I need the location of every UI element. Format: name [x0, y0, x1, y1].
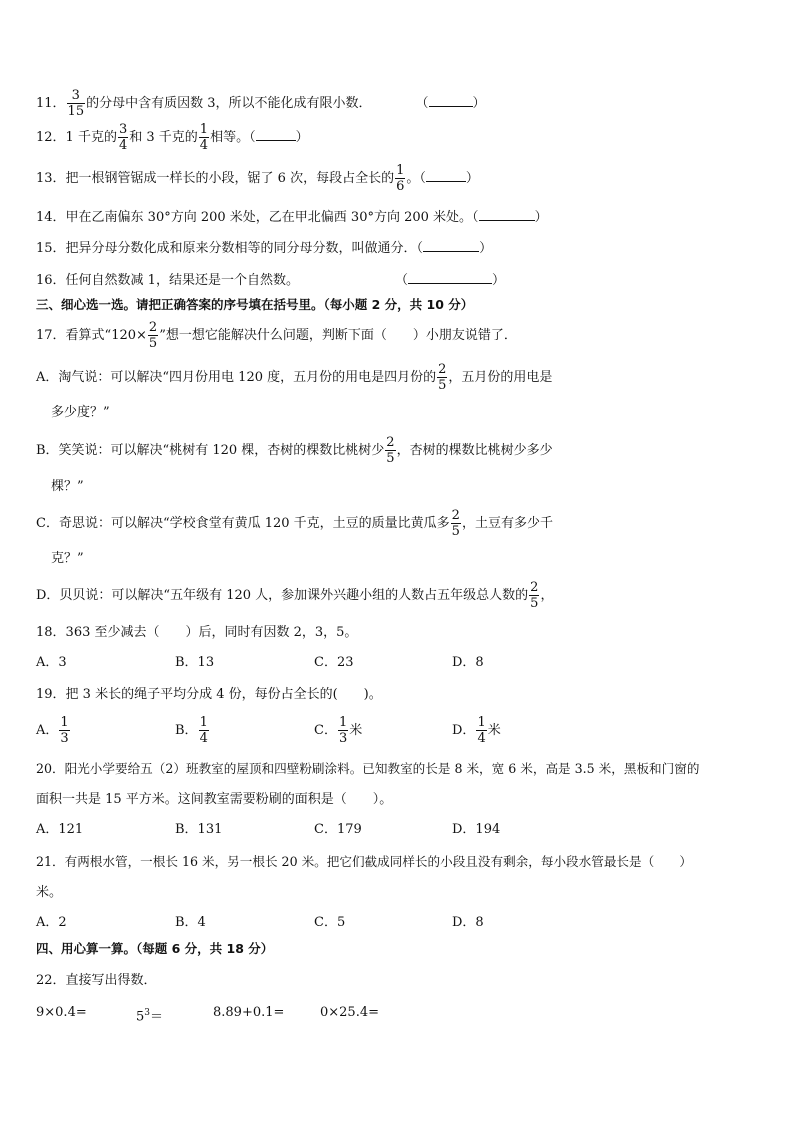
- q19-option-d[interactable]: D． $\frac{1}{4}$ 米: [452, 715, 501, 746]
- q19-option-b[interactable]: B． $\frac{1}{4}$: [175, 715, 208, 746]
- q13-fraction: $\frac{1}{6}$: [396, 163, 405, 194]
- q20-option-c[interactable]: C．179: [314, 822, 362, 837]
- question-12: 12．1 千克的 $\frac{3}{4}$ 和 3 千克的 $\frac{1}{4}$ 相等。（ ）: [36, 122, 309, 153]
- q21-option-d[interactable]: D．8: [452, 915, 484, 930]
- q22-expr-4: 0×25.4=: [320, 1005, 380, 1020]
- q21-option-a[interactable]: A．2: [36, 915, 67, 930]
- q17-fraction: $\frac{2}{5}$: [148, 320, 158, 351]
- q15-answer-blank[interactable]: [423, 239, 479, 252]
- q18-option-b[interactable]: B．13: [175, 655, 215, 670]
- question-17: 17．看算式“120× $\frac{2}{5}$ ”想一想它能解决什么问题，判断下面（ ）小朋友说错了．: [36, 320, 517, 351]
- q20-option-b[interactable]: B．131: [175, 822, 223, 837]
- q17-option-b[interactable]: B．笑笑说：可以解决“桃树有 120 棵，杏树的棵数比桃树少 $\frac{2}{5}$ ，杏树的棵数比桃树少多少: [36, 435, 553, 466]
- section-4-heading: 四、用心算一算。（每题 6 分，共 18 分）: [36, 941, 274, 956]
- section-3-heading: 三、细心选一选。请把正确答案的序号填在括号里。（每小题 2 分，共 10 分）: [36, 297, 474, 312]
- question-20-line-1: 20．阳光小学要给五（2）班教室的屋顶和四壁粉刷涂料。已知教室的长是 8 米，宽 6 米，高是 3.5 米，黑板和门窗的: [36, 761, 700, 776]
- question-15: 15．把异分母分数化成和原来分数相等的同分母分数，叫做通分．（ ）: [36, 241, 493, 256]
- q22-expr-2: $5^3=$: [136, 1008, 164, 1025]
- q14-answer-blank[interactable]: [479, 208, 535, 221]
- q13-answer-blank[interactable]: [426, 169, 466, 182]
- question-18: 18．363 至少减去（ ）后，同时有因数 2，3，5。: [36, 625, 358, 640]
- q17-a-fraction: $\frac{2}{5}$: [438, 362, 447, 393]
- q11-text: 的分母中含有质因数 3，所以不能化成有限小数．: [86, 96, 372, 111]
- question-21-line-2: 米。: [36, 885, 63, 900]
- q17-option-c[interactable]: C．奇思说：可以解决“学校食堂有黄瓜 120 千克，土豆的质量比黄瓜多 $\frac{2}{5}$ ，土豆有多少千: [36, 508, 553, 539]
- q12-answer-blank[interactable]: [256, 128, 296, 141]
- q20-option-d[interactable]: D．194: [452, 822, 501, 837]
- q12-fraction-2: $\frac{1}{4}$: [199, 122, 209, 153]
- q17-option-a[interactable]: A．淘气说：可以解决“四月份用电 120 度，五月份的用电是四月份的 $\frac{2}{5}$ ，五月份的用电是: [36, 362, 553, 393]
- q17-option-a-cont: 多少度？”: [51, 405, 110, 420]
- q17-option-d[interactable]: D．贝贝说：可以解决“五年级有 120 人，参加课外兴趣小组的人数占五年级总人数的 $\frac{2}{5}$ ，: [36, 580, 554, 611]
- question-11: 11． $\frac{3}{15}$ 的分母中含有质因数 3，所以不能化成有限小数． （ ）: [36, 88, 486, 119]
- question-19: 19．把 3 米长的绳子平均分成 4 份，每份占全长的( )。: [36, 687, 382, 702]
- q17-c-fraction: $\frac{2}{5}$: [451, 508, 460, 539]
- q17-option-c-cont: 克？”: [51, 551, 84, 566]
- question-16: 16．任何自然数减 1，结果还是一个自然数。 （ ）: [36, 273, 505, 288]
- q22-expr-1: 9×0.4=: [36, 1005, 87, 1020]
- question-22: 22．直接写出得数．: [36, 973, 157, 988]
- q19-option-a[interactable]: A． $\frac{1}{3}$: [36, 715, 69, 746]
- question-21-line-1: 21．有两根水管，一根长 16 米，另一根长 20 米。把它们截成同样长的小段且没有剩余，每小段水管最长是（ ）: [36, 854, 692, 869]
- question-13: 13．把一根钢管锯成一样长的小段，锯了 6 次，每段占全长的 $\frac{1}{6}$ 。（ ）: [36, 163, 479, 194]
- q17-b-fraction: $\frac{2}{5}$: [386, 435, 395, 466]
- q16-answer-blank[interactable]: [408, 271, 492, 284]
- q22-expr-3: 8.89+0.1=: [213, 1005, 285, 1020]
- q18-option-c[interactable]: C．23: [314, 655, 354, 670]
- q21-option-c[interactable]: C．5: [314, 915, 346, 930]
- q17-option-b-cont: 棵？”: [51, 479, 84, 494]
- q21-option-b[interactable]: B．4: [175, 915, 206, 930]
- q18-option-d[interactable]: D．8: [452, 655, 484, 670]
- q11-number: 11．: [36, 96, 66, 111]
- question-14: 14．甲在乙南偏东 30°方向 200 米处，乙在甲北偏西 30°方向 200 米处。（ ）: [36, 210, 548, 225]
- q12-fraction-1: $\frac{3}{4}$: [118, 122, 128, 153]
- q11-answer-blank[interactable]: [429, 94, 473, 107]
- q19-option-c[interactable]: C． $\frac{1}{3}$ 米: [314, 715, 363, 746]
- q17-d-fraction: $\frac{2}{5}$: [530, 580, 539, 611]
- q18-option-a[interactable]: A．3: [36, 655, 67, 670]
- q11-fraction: $\frac{3}{15}$: [67, 88, 85, 119]
- q20-option-a[interactable]: A．121: [36, 822, 84, 837]
- question-20-line-2: 面积一共是 15 平方米。这间教室需要粉刷的面积是（ ）。: [36, 792, 393, 807]
